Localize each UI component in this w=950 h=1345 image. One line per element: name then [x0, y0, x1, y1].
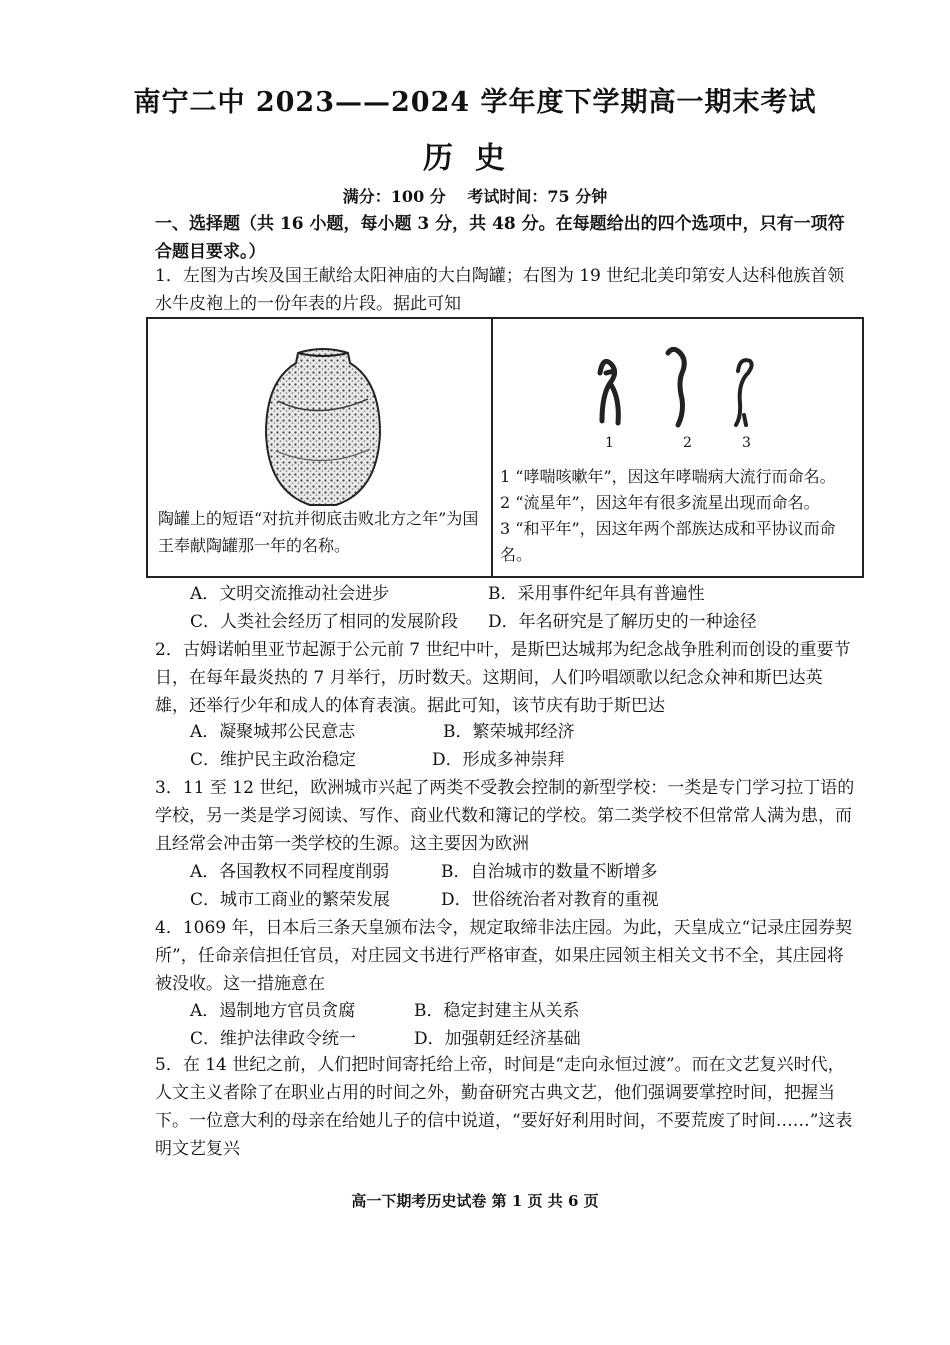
q1-option-d[interactable]: D．年名研究是了解历史的一种途径 [488, 612, 757, 632]
q2-option-b[interactable]: B．繁荣城邦经济 [443, 722, 575, 742]
full-score: 满分：100 分 [342, 187, 446, 206]
question-3-stem: 3．11 至 12 世纪，欧洲城市兴起了两类不受教会控制的新型学校：一类是专门学习拉丁语的学校，另一类是学习阅读、写作、商业代数和簿记的学校。第二类学校不但常常人满为患，而且经常会冲击第一类学校的生源。这主要因为欧洲 [155, 778, 855, 854]
pictograph-line-2: 2 “流星年”，因这年有很多流星出现而命名。 [500, 493, 820, 512]
q2-option-c[interactable]: C．维护民主政治稳定 [190, 750, 357, 770]
exam-meta [0, 184, 950, 207]
q2-option-a[interactable]: A．凝聚城邦公民意志 [190, 722, 356, 742]
jar-caption: 陶罐上的短语“对抗并彻底击败北方之年”为国王奉献陶罐那一年的名称。 [158, 509, 479, 555]
pottery-jar-image [258, 341, 388, 511]
exam-title: 南宁二中 2023——2024 学年度下学期高一期末考试 [133, 87, 817, 118]
pictograph-number-2: 2 [683, 435, 692, 451]
q1-option-c[interactable]: C．人类社会经历了相同的发展阶段 [190, 612, 459, 632]
q2-option-d[interactable]: D．形成多神崇拜 [432, 750, 565, 770]
question-2-stem: 2．古姆诺帕里亚节起源于公元前 7 世纪中叶，是斯巴达城邦为纪念战争胜利而创设的重要节日，在每年最炎热的 7 月举行，历时数天。这期间，人们吟唱颂歌以纪念众神和斯巴达英雄，还举行少年和成人的体育表演。据此可知，该节庆有助于斯巴达 [155, 640, 851, 716]
question-1-stem: 1．左图为古埃及国王献给太阳神庙的大白陶罐；右图为 19 世纪北美印第安人达科他族首领水牛皮袍上的一份年表的片段。据此可知 [155, 266, 845, 314]
pictograph-number-3: 3 [742, 435, 751, 451]
question-1-figure [146, 317, 864, 578]
q4-option-b[interactable]: B．稳定封建主从关系 [414, 1001, 580, 1021]
q3-option-d[interactable]: D．世俗统治者对教育的重视 [441, 890, 659, 910]
pictograph-number-1: 1 [605, 435, 614, 451]
q4-option-d[interactable]: D．加强朝廷经济基础 [414, 1029, 581, 1049]
section-heading: 一、选择题（共 16 小题，每小题 3 分，共 48 分。在每题给出的四个选项中，只有一项符合题目要求。） [155, 214, 845, 262]
q3-option-b[interactable]: B．自治城市的数量不断增多 [441, 862, 658, 882]
question-5-stem: 5．在 14 世纪之前，人们把时间寄托给上帝，时间是“走向永恒过渡”。而在文艺复兴时代，人文主义者除了在职业占用的时间之外，勤奋研究古典文艺，他们强调要掌控时间，把握当下。一位意大利的母亲在给她儿子的信中说道，“要好好利用时间，不要荒废了时间……”这表明文艺复兴 [155, 1055, 853, 1159]
page-footer: 高一下期考历史试卷 第 1 页 共 6 页 [351, 1192, 599, 1210]
pictograph-line-1: 1 “哮喘咳嗽年”，因这年哮喘病大流行而命名。 [500, 467, 836, 486]
subject-title: 历史 [423, 141, 527, 176]
exam-duration: 考试时间：75 分钟 [467, 187, 608, 206]
figure-divider [491, 319, 493, 576]
q1-option-a[interactable]: A．文明交流推动社会进步 [190, 584, 390, 604]
q3-option-c[interactable]: C．城市工商业的繁荣发展 [190, 890, 391, 910]
pictograph-line-3: 3 “和平年”，因这年两个部族达成和平协议而命名。 [500, 519, 836, 564]
q4-option-a[interactable]: A．遏制地方官员贪腐 [190, 1001, 356, 1021]
question-4-stem: 4．1069 年，日本后三条天皇颁布法令，规定取缔非法庄园。为此，天皇成立“记录庄园券契所”，任命亲信担任官员，对庄园文书进行严格审查，如果庄园领主相关文书不全，其庄园将被没收。这一措施意在 [155, 918, 853, 994]
q3-option-a[interactable]: A．各国教权不同程度削弱 [190, 862, 390, 882]
q4-option-c[interactable]: C．维护法律政令统一 [190, 1029, 357, 1049]
pictograph-legend [500, 464, 864, 568]
q1-option-b[interactable]: B．采用事件纪年具有普遍性 [488, 584, 705, 604]
